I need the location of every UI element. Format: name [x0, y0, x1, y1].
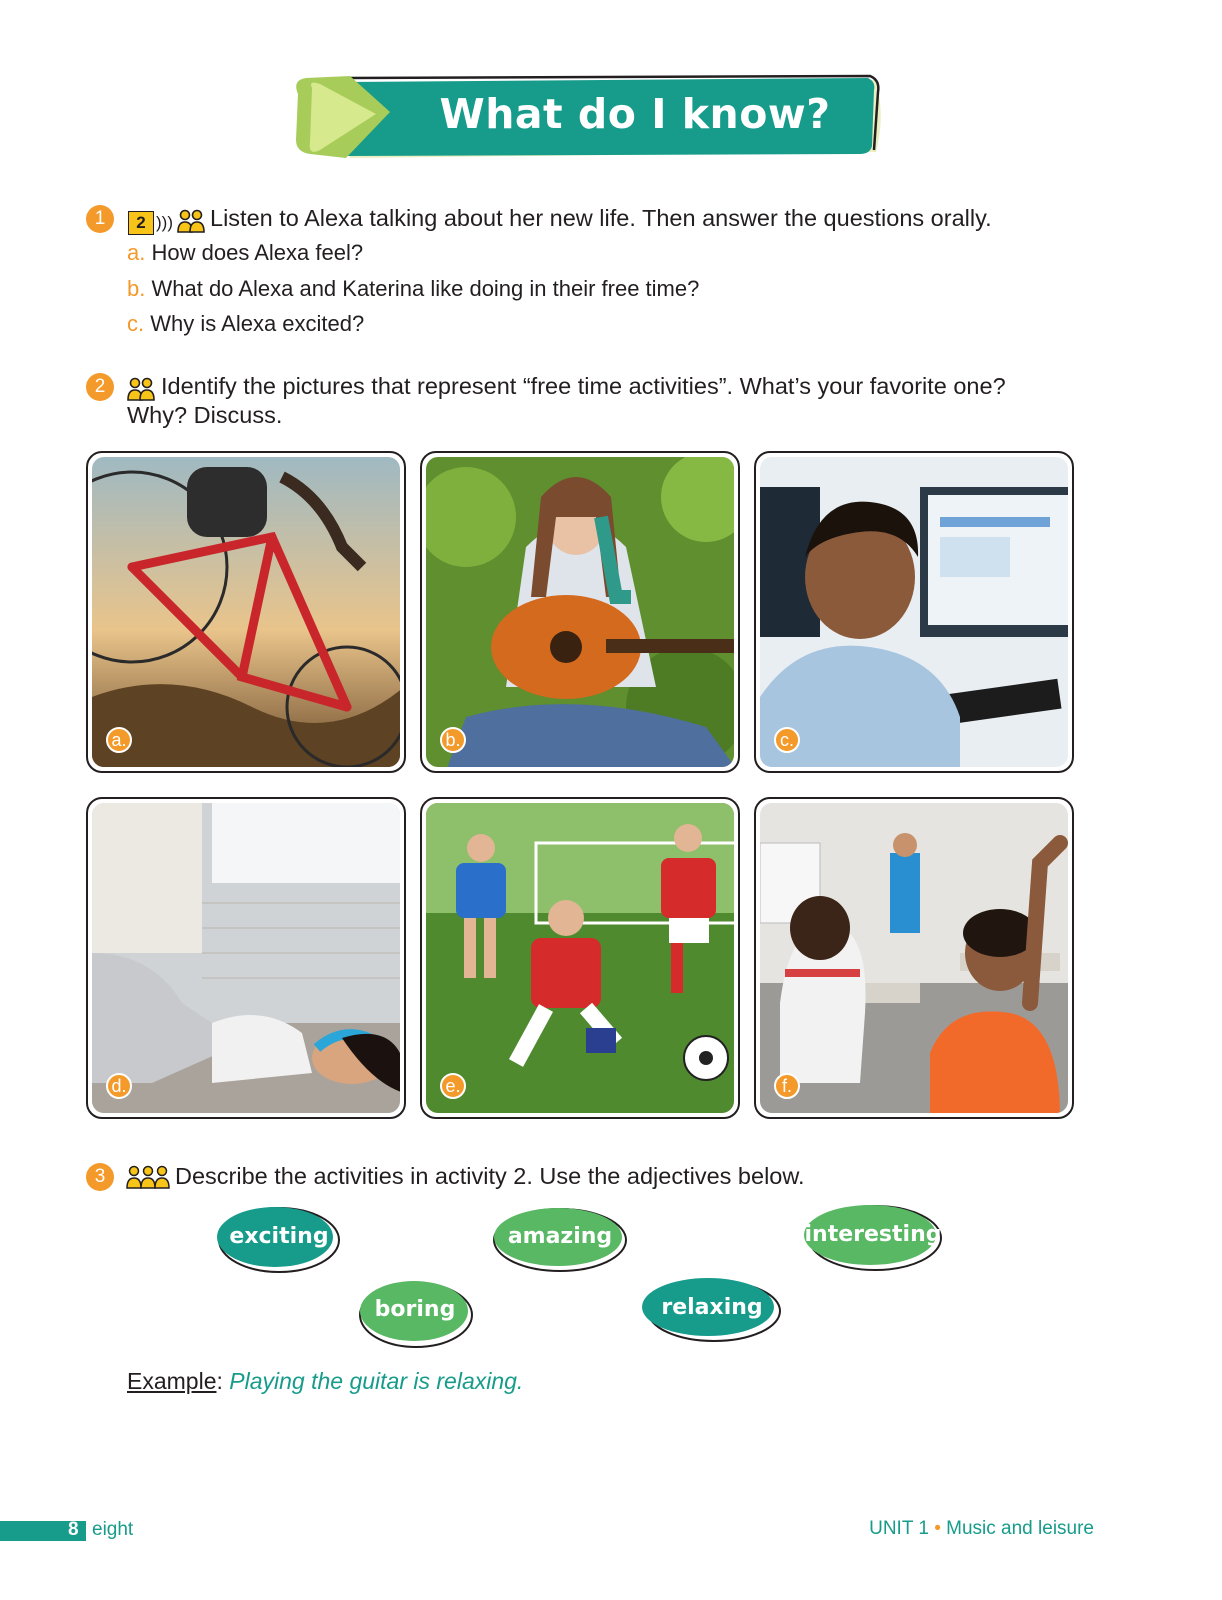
activity-2-number: 2 [86, 373, 114, 401]
audio-track-icon[interactable] [128, 209, 174, 237]
example-sentence: Playing the guitar is relaxing. [229, 1368, 524, 1394]
question-text: Why is Alexa excited? [150, 311, 365, 336]
picture-label-e: e. [440, 1073, 466, 1099]
question-letter: b. [127, 276, 146, 301]
unit-label [869, 1518, 1094, 1540]
adjective-bubble-boring [354, 1275, 476, 1351]
picture-label-c: c. [774, 727, 800, 753]
pair-work-icon [126, 376, 156, 402]
activity-1-number: 1 [86, 205, 114, 233]
question-letter: c. [127, 311, 145, 336]
question-text: How does Alexa feel? [151, 240, 364, 265]
question-text: What do Alexa and Katerina like doing in their free time? [151, 276, 700, 301]
adjective-bubble-amazing [488, 1202, 632, 1276]
question-b [127, 276, 699, 302]
sound-waves-icon: ))) [156, 213, 173, 232]
example-colon: : [216, 1368, 223, 1394]
activity-3-instruction: Describe the activities in activity 2. Use the adjectives below. [175, 1163, 805, 1189]
bullet-separator: • [934, 1518, 941, 1539]
question-c [127, 311, 364, 337]
picture-b-guitar [420, 451, 740, 773]
group-work-icon [126, 1164, 170, 1190]
activity-1-instruction: Listen to Alexa talking about her new life. Then answer the questions orally. [210, 205, 992, 231]
question-letter: a. [127, 240, 146, 265]
track-number: 2 [128, 211, 154, 235]
picture-c-computer [754, 451, 1074, 773]
activity-3-number: 3 [86, 1163, 114, 1191]
pair-work-icon [176, 208, 206, 234]
activity-2-instruction-line-2: Why? Discuss. [127, 402, 283, 428]
unit-number: UNIT 1 [869, 1518, 929, 1539]
adjective-text: relaxing [661, 1295, 763, 1320]
page-number: 8 [68, 1519, 79, 1540]
picture-label-d: d. [106, 1073, 132, 1099]
adjective-bubble-relaxing [638, 1273, 786, 1345]
adjective-text: interesting [804, 1222, 942, 1247]
unit-title: Music and leisure [946, 1518, 1094, 1539]
picture-label-b: b. [440, 727, 466, 753]
question-a [127, 240, 363, 266]
adjective-text: boring [374, 1297, 456, 1322]
example-label: Example [127, 1368, 217, 1394]
page-title: What do I know? [439, 90, 831, 138]
picture-a-cycling [86, 451, 406, 773]
title-banner [290, 72, 890, 168]
picture-label-f: f. [774, 1073, 800, 1099]
example-line [127, 1368, 523, 1395]
adjective-text: amazing [507, 1224, 613, 1249]
page-number-word: eight [92, 1519, 134, 1540]
adjective-bubble-interesting [800, 1200, 946, 1276]
activity-2-instruction-line-1: Identify the pictures that represent “free time activities”. What’s your favorite one? [161, 373, 1006, 399]
adjective-text: exciting [229, 1224, 329, 1249]
picture-e-soccer [420, 797, 740, 1119]
picture-f-classroom [754, 797, 1074, 1119]
adjective-bubble-exciting [213, 1200, 345, 1278]
picture-d-listening-music [86, 797, 406, 1119]
picture-label-a: a. [106, 727, 132, 753]
